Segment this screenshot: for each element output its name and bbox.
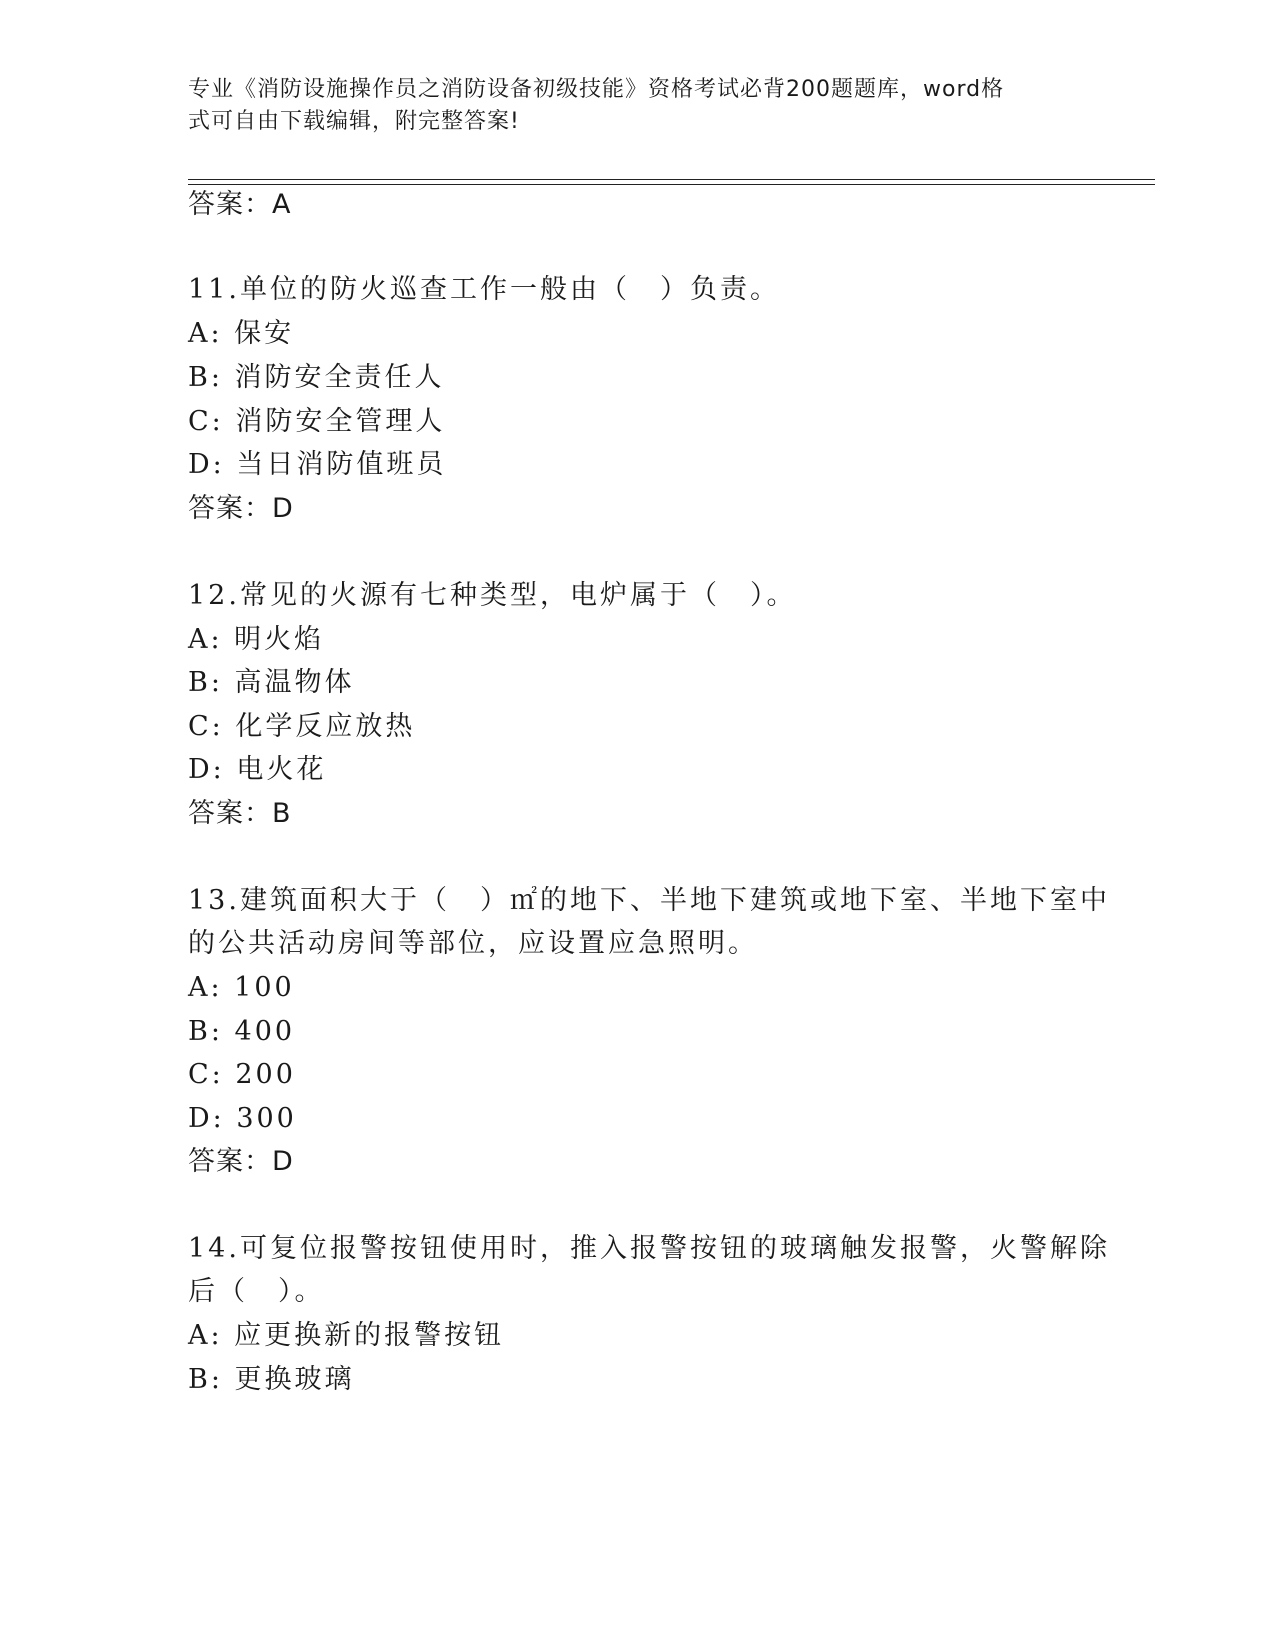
q13-stem-line-1: 13.建筑面积大于（ ）㎡的地下、半地下建筑或地下室、半地下室中 (188, 885, 1110, 916)
q12-stem: 12.常见的火源有七种类型，电炉属于（ ）。 (188, 580, 797, 611)
q14-option-a: A: 应更换新的报警按钮 (188, 1320, 505, 1351)
q11-stem: 11.单位的防火巡查工作一般由（ ）负责。 (188, 274, 780, 305)
document-header (188, 74, 1068, 138)
q14-stem-line-2: 后（ ）。 (188, 1276, 325, 1307)
q11-answer: 答案：D (188, 493, 294, 524)
q14-stem-line-1: 14.可复位报警按钮使用时，推入报警按钮的玻璃触发报警，火警解除 (188, 1233, 1110, 1264)
q13-option-b: B: 400 (188, 1016, 296, 1047)
q12-option-d: D: 电火花 (188, 754, 327, 785)
q12-option-a: A: 明火焰 (188, 624, 325, 655)
q12-option-b: B: 高温物体 (188, 667, 355, 698)
q11-option-d: D: 当日消防值班员 (188, 449, 447, 480)
header-divider-top (188, 179, 1155, 180)
q13-stem-line-2: 的公共活动房间等部位，应设置应急照明。 (188, 928, 758, 959)
q13-option-c: C: 200 (188, 1059, 296, 1090)
q13-answer: 答案：D (188, 1146, 294, 1177)
q12-answer: 答案：B (188, 798, 292, 829)
q13-option-d: D: 300 (188, 1103, 297, 1134)
q12-option-c: C: 化学反应放热 (188, 711, 416, 742)
q13-option-a: A: 100 (188, 972, 295, 1003)
q11-option-b: B: 消防安全责任人 (188, 362, 445, 393)
q11-option-a: A: 保安 (188, 318, 295, 349)
q11-option-c: C: 消防安全管理人 (188, 406, 446, 437)
header-line-2: 式可自由下载编辑，附完整答案! (188, 109, 520, 134)
header-divider-bottom (188, 184, 1155, 185)
q14-option-b: B: 更换玻璃 (188, 1364, 355, 1395)
header-line-1: 专业《消防设施操作员之消防设备初级技能》资格考试必背200题题库，word格 (188, 77, 1005, 102)
answer-q10: 答案：A (188, 189, 292, 220)
